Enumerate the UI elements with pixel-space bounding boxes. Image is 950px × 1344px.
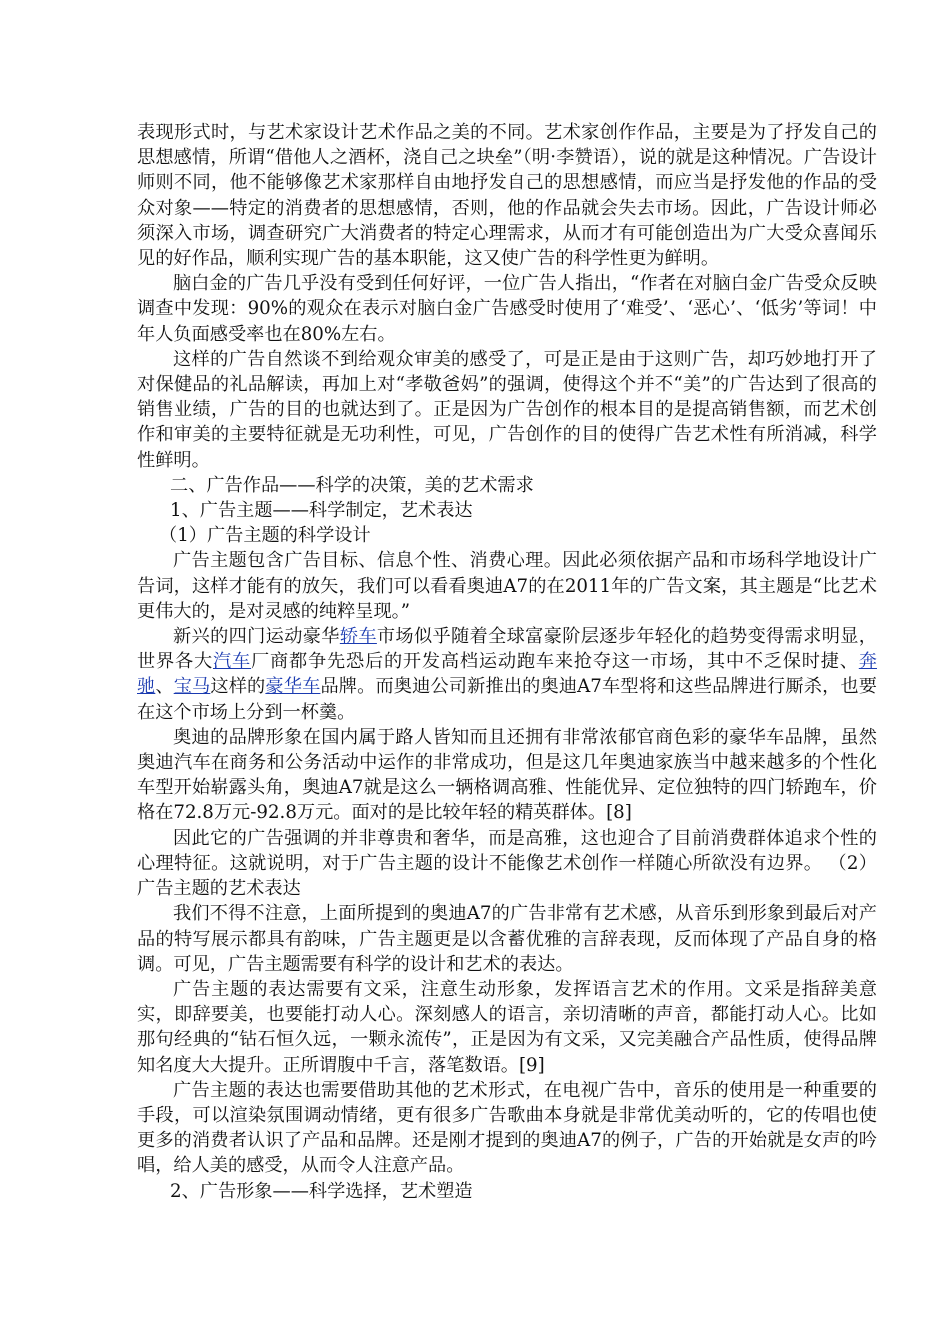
paragraph-9: 广告主题的表达需要有文采，注意生动形象，发挥语言艺术的作用。文采是指辞美意实，即辞要美，也要能打动人心。深刻感人的语言，亲切清晰的声音，都能打动人心。比如那句经典的“钻石恒久远，一颗永流传”，正是因为有文采，又完美融合产品性质，使得品牌知名度大大提升。正所谓腹中千言，落笔数语。[9] [137, 978, 877, 1076]
paragraph-7: 因此它的广告强调的并非尊贵和奢华，而是高雅，这也迎合了目前消费群体追求个性的心理特征。这就说明，对于广告主题的设计不能像艺术创作一样随心所欲没有边界。 （2）广告主题的艺术表达 [137, 827, 877, 900]
paragraph-2: 脑白金的广告几乎没有受到任何好评，一位广告人指出，“作者在对脑白金广告受众反映调查中发现：90%的观众在表示对脑白金广告感受时使用了‘难受’、‘恶心’、‘低劣’等词！中年人负面感受率也在80%左右。 [137, 273, 877, 345]
paragraph-5 [137, 624, 877, 725]
paragraph-5-text-6: 品牌。而奥迪公司新推出的奥迪A7车型将和这些品牌进行厮杀，也要在这个市场上分到一杯羹。 [137, 676, 877, 723]
section-heading-2: 二、广告作品——科学的决策，美的艺术需求 [170, 474, 534, 496]
link-sedan[interactable]: 轿车 [339, 626, 377, 648]
subsection-heading-2-2: 2、广告形象——科学选择，艺术塑造 [170, 1180, 473, 1202]
paragraph-8: 我们不得不注意，上面所提到的奥迪A7的广告非常有艺术感，从音乐到形象到最后对产品的特写展示都具有韵味，广告主题更是以含蓄优雅的言辞表现，反而体现了产品自身的格调。可见，广告主题需要有科学的设计和艺术的表达。 [137, 903, 877, 975]
document-body [137, 120, 877, 1204]
paragraph-5-text-2: 市场似乎随着全球富豪阶层逐步年轻化的趋势变得需求明显，世界各大 [137, 626, 877, 673]
paragraph-1: 表现形式时，与艺术家设计艺术作品之美的不同。艺术家创作作品，主要是为了抒发自己的思想感情，所谓“借他人之酒杯，浇自己之块垒”（明·李赞语），说的就是这种情况。广告设计师则不同，他不能够像艺术家那样自由地抒发自己的思想感情，而应当是抒发他的作品的受众对象——特定的消费者的思想感情，否则，他的作品就会失去市场。因此，广告设计师必须深入市场，调查研究广大消费者的特定心理需求，从而才有可能创造出为广大受众喜闻乐见的好作品，顺利实现广告的基本职能，这又使广告的科学性更为鲜明。 [137, 122, 877, 270]
link-bmw[interactable]: 宝马 [173, 676, 211, 698]
paragraph-5-text-3: 厂商都争先恐后的开发高档运动跑车来抢夺这一市场，其中不乏保时捷、 [250, 651, 859, 673]
link-benz[interactable]: 奔驰 [137, 651, 877, 698]
subsubsection-heading-2-1-1: （1）广告主题的科学设计 [159, 525, 371, 547]
paragraph-10: 广告主题的表达也需要借助其他的艺术形式，在电视广告中，音乐的使用是一种重要的手段，可以渲染氛围调动情绪，更有很多广告歌曲本身就是非常优美动听的，它的传唱也使更多的消费者认识了产品和品牌。还是刚才提到的奥迪A7的例子，广告的开始就是女声的吟唱，给人美的感受，从而令人注意产品。 [137, 1079, 877, 1177]
paragraph-6: 奥迪的品牌形象在国内属于路人皆知而且还拥有非常浓郁官商色彩的豪华车品牌，虽然奥迪汽车在商务和公务活动中运作的非常成功，但是这几年奥迪家族当中越来越多的个性化车型开始崭露头角，奥迪A7就是这么一辆格调高雅、性能优异、定位独特的四门轿跑车，价格在72.8万元-92.8万元。面对的是比较年轻的精英群体。[8] [137, 726, 877, 824]
paragraph-3: 这样的广告自然谈不到给观众审美的感受了，可是正是由于这则广告，却巧妙地打开了对保健品的礼品解读，再加上对“孝敬爸妈”的强调，使得这个并不“美”的广告达到了很高的销售业绩，广告的目的也就达到了。正是因为广告创作的根本目的是提高销售额，而艺术创作和审美的主要特征就是无功利性，可见，广告创作的目的使得广告艺术性有所消减，科学性鲜明。 [137, 348, 877, 471]
link-automobile[interactable]: 汽车 [212, 651, 251, 673]
paragraph-5-text-5: 这样的 [210, 676, 266, 698]
link-luxury-car[interactable]: 豪华车 [265, 676, 321, 698]
paragraph-5-text-1: 新兴的四门运动豪华 [173, 626, 340, 648]
subsection-heading-2-1: 1、广告主题——科学制定，艺术表达 [170, 500, 473, 522]
paragraph-4: 广告主题包含广告目标、信息个性、消费心理。因此必须依据产品和市场科学地设计广告词，这样才能有的放矢，我们可以看看奥迪A7的在2011年的广告文案，其主题是“比艺术更伟大的，是对灵感的纯粹呈现。” [137, 550, 877, 622]
paragraph-5-text-4: 、 [155, 676, 174, 698]
